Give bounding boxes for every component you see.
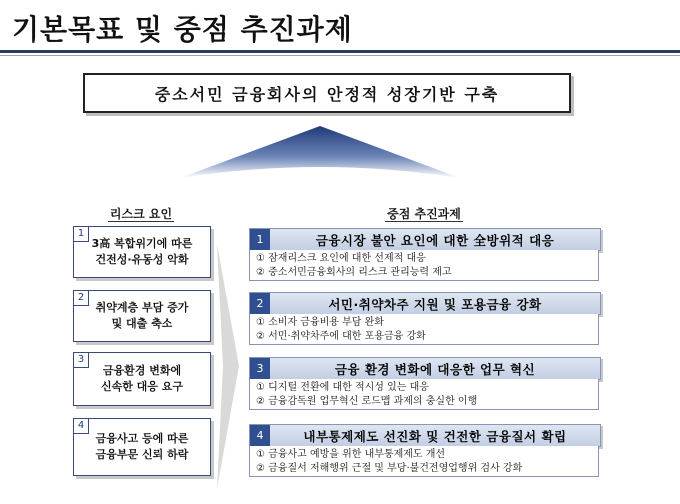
task-detail: ① 소비자 금융비용 부담 완화 [256, 317, 384, 328]
title-underline-thin [0, 55, 680, 56]
task-detail: ① 잠재리스크 요인에 대한 선제적 대응 [256, 253, 426, 264]
risk-line: 금융사고 등에 따른 [95, 432, 189, 445]
task-details-2 [249, 314, 599, 345]
task-number: 2 [250, 293, 270, 314]
task-detail: ② 금융질서 저해행위 근절 및 부당·불건전영업행위 검사 강화 [256, 463, 523, 474]
task-column-header: 중점 추진과제 [387, 207, 461, 221]
risk-item-4 [73, 418, 211, 476]
risk-line: 건전성·유동성 악화 [95, 253, 189, 266]
risk-item-1 [73, 226, 211, 278]
task-header-2 [249, 292, 601, 315]
risk-number: 4 [73, 418, 89, 434]
risk-line: 3高 복합위기에 따른 [91, 237, 193, 250]
task-title: 내부통제제도 선진화 및 건전한 금융질서 확립 [303, 428, 567, 444]
title-underline [0, 50, 680, 53]
risk-line: 신속한 대응 요구 [100, 380, 184, 393]
task-header-1 [249, 228, 601, 251]
goal-box [83, 73, 571, 113]
task-detail: ② 중소서민금융회사의 리스크 관리능력 제고 [256, 267, 452, 278]
task-detail: ① 금융사고 예방을 위한 내부통제제도 개선 [256, 449, 446, 460]
task-details-4 [249, 446, 599, 477]
task-details-1 [249, 250, 599, 281]
task-number: 4 [250, 425, 270, 446]
task-title: 금융 환경 변화에 대응한 업무 혁신 [334, 361, 536, 377]
risk-line: 취약계층 부담 증가 [95, 301, 189, 314]
page-title: 기본목표 및 중점 추진과제 [12, 13, 353, 46]
risk-item-2 [73, 290, 211, 342]
chevron-right-icon [217, 244, 239, 489]
risk-number: 3 [73, 352, 89, 368]
task-details-3 [249, 379, 599, 410]
up-arrow-icon [180, 126, 460, 178]
risk-line: 금융부문 신뢰 하락 [95, 448, 189, 461]
task-detail: ① 디지털 전환에 대한 적시성 있는 대응 [256, 382, 429, 393]
risk-line: 금융환경 변화에 [102, 364, 182, 377]
risk-line: 및 대출 축소 [111, 317, 173, 330]
goal-text: 중소서민 금융회사의 안정적 성장기반 구축 [154, 84, 500, 104]
task-number: 1 [250, 229, 270, 250]
risk-item-3 [73, 352, 211, 406]
task-detail: ② 서민·취약차주에 대한 포용금융 강화 [256, 331, 426, 342]
task-title: 서민·취약차주 지원 및 포용금융 강화 [328, 296, 542, 312]
risk-number: 1 [73, 226, 89, 242]
task-number: 3 [250, 358, 270, 379]
task-detail: ② 금융감독원 업무혁신 로드맵 과제의 충실한 이행 [256, 396, 478, 407]
task-title: 금융시장 불안 요인에 대한 全방위적 대응 [315, 232, 555, 248]
risk-column-header: 리스크 요인 [109, 207, 173, 221]
risk-number: 2 [73, 290, 89, 306]
task-header-3 [249, 357, 601, 380]
task-header-4 [249, 424, 601, 447]
